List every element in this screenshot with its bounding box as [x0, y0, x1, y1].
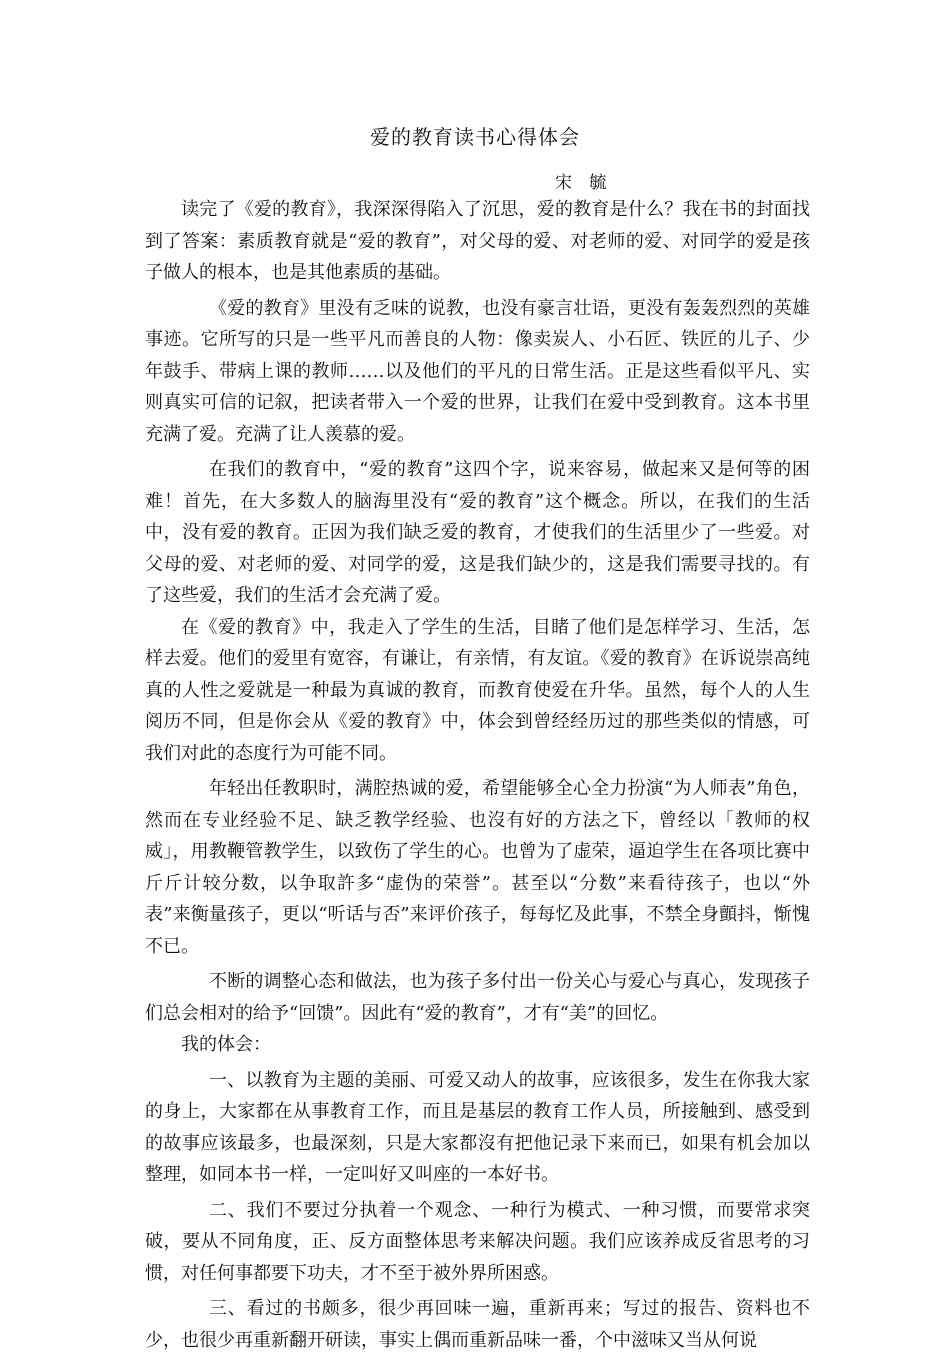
paragraph-2: 《爱的教育》里没有乏味的说教，也没有豪言壮语，更没有轰轰烈烈的英雄事迹。它所写的只是一些平凡而善良的人物：像卖炭人、小石匠、铁匠的儿子、少年鼓手、带病上课的教师……以及他们的平凡的日常生活。正是这些看似平凡、实则真实可信的记叙，把读者带入一个爱的世界，让我们在爱中受到教育。这本书里充满了爱。充满了让人羡慕的爱。 — [145, 297, 810, 445]
paragraph-3: 在我们的教育中，“爱的教育”这四个字，说来容易，做起来又是何等的困难！首先，在大多数人的脑海里没有“爱的教育”这个概念。所以，在我们的生活中，没有爱的教育。正因为我们缺乏爱的教育，才使我们的生活里少了一些爱。对父母的爱、对老师的爱、对同学的爱，这是我们缺少的，这是我们需要寻找的。有了这些爱，我们的生活才会充满了爱。 — [145, 459, 810, 606]
paragraph-4: 在《爱的教育》中，我走入了学生的生活，目睹了他们是怎样学习、生活，怎样去爱。他们的爱里有宽容，有谦让，有亲情，有友谊。《爱的教育》在诉说崇高纯真的人性之爱就是一种最为真诚的教育，而教育使爱在升华。虽然，每个人的人生阅历不同，但是你会从《爱的教育》中，体会到曾经经历过的那些类似的情感，可我们对此的态度行为可能不同。 — [145, 616, 810, 764]
paragraph-1: 读完了《爱的教育》，我深深得陷入了沉思，爱的教育是什么？我在书的封面找到了答案：素质教育就是“爱的教育”，对父母的爱、对老师的爱、对同学的爱是孩子做人的根本，也是其他素质的基础。 — [145, 199, 810, 283]
paragraph-9: 二、我们不要过分执着一个观念、一种行为模式、一种习惯，而要常求突破，要从不同角度，正、反方面整体思考来解决问题。我们应该养成反省思考的习惯，对任何事都要下功夫，才不至于被外界所困惑。 — [145, 1199, 810, 1284]
paragraph-10: 三、看过的书颇多，很少再回味一遍，重新再来；写过的报告、资料也不少，也很少再重新翻开研读，事实上偶而重新品味一番，个中滋味又当从何说 — [145, 1298, 810, 1351]
paragraph-6: 不断的调整心态和做法，也为孩子多付出一份关心与爱心与真心，发现孩子们总会相对的给予“回馈”。因此有“爱的教育”，才有“美”的回忆。 — [145, 971, 810, 1024]
paragraph-7: 我的体会： — [181, 1034, 271, 1055]
document-author: 宋 毓 — [555, 173, 613, 193]
paragraph-8: 一、以教育为主题的美丽、可爱又动人的故事，应该很多，发生在你我大家的身上，大家都在从事教育工作，而且是基层的教育工作人员，所接触到、感受到的故事应该最多，也最深刻，只是大家都沒有把他记录下来而已，如果有机会加以整理，如同本书一样，一定叫好又叫座的一本好书。 — [145, 1069, 810, 1185]
document-body — [145, 194, 810, 1356]
document-title: 爱的教育读书心得体会 — [370, 125, 580, 149]
paragraph-5: 年轻出任教职时，满腔热诚的爱，希望能够全心全力扮演“为人师表”角色，然而在专业经验不足、缺乏教学经验、也沒有好的方法之下，曾经以「教师的权威」，用教鞭管教学生，以致伤了学生的心。也曾为了虚荣，逼迫学生在各项比赛中斤斤计较分数，以争取許多“虚伪的荣誉”。甚至以“分数”来看待孩子，也以“外表”来衡量孩子，更以“听话与否”来评价孩子，每每忆及此事，不禁全身顫抖，惭愧不已。 — [145, 778, 810, 957]
